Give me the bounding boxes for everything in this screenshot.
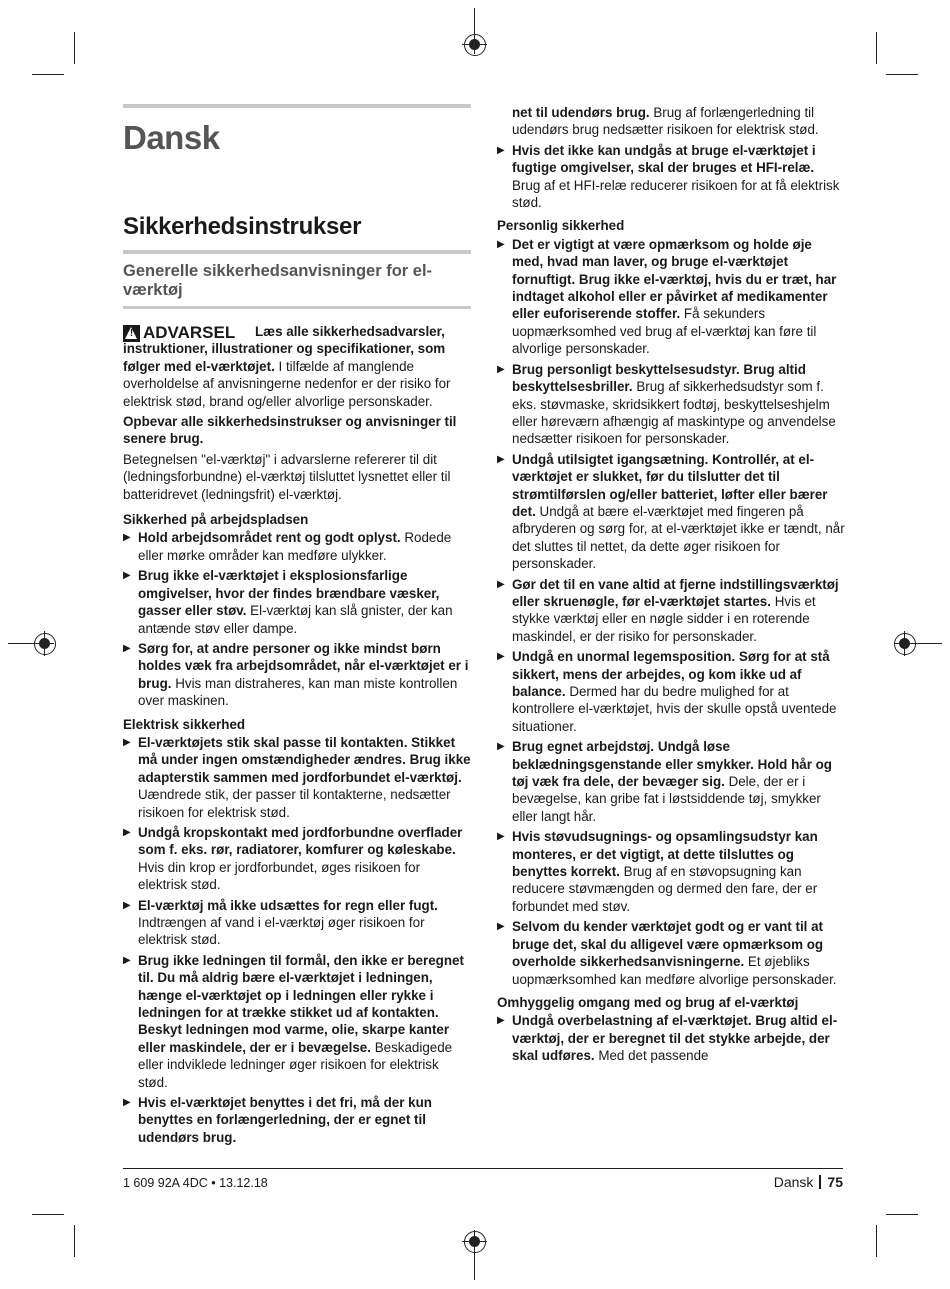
registration-mark-bottom-icon (464, 1231, 486, 1253)
warning-label-text: ADVARSEL (143, 323, 236, 342)
list-item (123, 529, 471, 564)
electrical-heading: Elektrisk sikkerhed (123, 716, 246, 732)
footer-separator (819, 1175, 821, 1189)
crop-mark-bottom-left-v (74, 1225, 75, 1257)
list-item-text: Dele, der er i bevægelse, kan gribe fat i løstsiddende tøj, smykker eller langt hår. (512, 774, 821, 824)
left-column (123, 104, 471, 1145)
section-title: Sikkerhedsinstrukser (123, 213, 362, 240)
list-item (497, 361, 845, 448)
list-item (497, 918, 845, 988)
list-item-bold: Selvom du kender værktøjet godt og er vant til at bruge det, skal du alligevel være opmærksom og overholde sikkerhedsanvisningerne. (512, 919, 824, 970)
subsection-rule (123, 306, 471, 309)
crop-mark-top-left-v (74, 32, 75, 64)
definition-text: Betegnelsen "el-værktøj" i advarslerne refererer til dit (ledningsforbundne) el-værktøj tilsluttet lysnettet eller til batteridrevet (ledningsfrit) el-værktøj. (123, 451, 451, 502)
list-item-bold: Undgå utilsigtet igangsætning. Kontrollér, at el-værktøjet er slukket, før du tilslutter det til strømtilførslen og/eller batteriet, løfter eller bærer det. (512, 451, 828, 519)
list-item-text: Undgå at bære el-værktøjet med fingeren på afbryderen og sørg for, at el-værktøjet ikke er tændt, når det sluttes til nettet, da dette øger risikoen for personskader. (512, 503, 845, 572)
list-item-bold: Gør det til en vane altid at fjerne indstillingsværktøj eller skruenøgle, før el-værktøjet startes. (512, 576, 839, 609)
list-item-bold: Brug egnet arbejdstøj. Undgå løse beklædningsgenstande eller smykker. Hold hår og tøj væk fra dele, der bevæger sig. (512, 739, 832, 790)
list-item-text: Brug af forlængerledning til udendørs brug nedsætter risikoen for elektrisk stød. (512, 105, 819, 138)
electrical-list-continued (497, 104, 845, 139)
continuation-bold: net til udendørs brug. (512, 105, 650, 120)
list-item-bold: Det er vigtigt at være opmærksom og holde øje med, hvad man laver, og bruge el-værktøjet fornuftigt. Brug ikke el-værktøj, hvis du er træt, har indtaget alkohol eller er påvirket af medikamenter eller euforiserende stoffer. (512, 236, 837, 322)
section-rule (123, 250, 471, 254)
registration-mark-left-icon (34, 633, 56, 655)
list-item-bold: El-værktøj må ikke udsættes for regn eller fugt. (138, 897, 438, 913)
warning-triangle-icon (123, 325, 140, 342)
list-item (497, 236, 845, 358)
electrical-list-2 (497, 142, 845, 212)
list-item (497, 451, 845, 573)
list-item-text: Uændrede stik, der passer til kontakterne, nedsætter risikoen for elektrisk stød. (138, 787, 451, 820)
list-item-bold: Brug ikke el-værktøjet i eksplosionsfarlige omgivelser, hvor der findes brændbare væsker, gasser eller støv. (138, 568, 440, 619)
list-item-bold: Hold arbejdsområdet rent og godt oplyst. (138, 530, 401, 546)
list-item (497, 828, 845, 915)
careful-use-list (497, 1012, 845, 1064)
personal-list (497, 236, 845, 988)
crop-mark-bottom-right-h (886, 1214, 918, 1215)
registration-mark-right-icon (894, 633, 916, 655)
list-item (497, 648, 845, 735)
list-item-bold: Undgå overbelastning af el-værktøjet. Brug altid el-værktøj, der er beregnet til det stykke arbejde, der skal udføres. (512, 1013, 838, 1064)
list-item-text: Et øjebliks uopmærksomhed kan medføre alvorlige personskader. (512, 954, 837, 987)
list-item (123, 640, 471, 710)
list-item-text: Dermed har du bedre mulighed for at kontrollere el-værktøjet, hvis der skulle opstå uventede situationer. (512, 684, 837, 734)
warning-text-bold: Læs alle sikkerhedsadvarsler, instruktioner, illustrationer og specifikationer, som følger med el-værktøjet. (123, 324, 446, 374)
electrical-list (123, 734, 471, 1145)
list-item-text: Hvis et stykke værktøj eller en nøgle sidder i en roterende maskindel, er der risiko for personskader. (512, 593, 816, 644)
careful-use-heading: Omhyggelig omgang med og brug af el-værktøj (497, 994, 799, 1010)
list-item-text: Hvis man distraheres, kan man miste kontrollen over maskinen. (138, 675, 458, 709)
list-item-text: Indtrængen af vand i el-værktøj øger risikoen for elektrisk stød. (138, 915, 425, 948)
warning-text-normal: I tilfælde af manglende overholdelse af anvisningerne nedenfor er der risiko for elektrisk stød, brand og/eller alvorlige personskader. (123, 358, 451, 409)
page-number: 75 (827, 1174, 843, 1190)
crop-mark-bottom-left-h (32, 1214, 64, 1215)
list-item-text: Brug af sikkerhedsudstyr som f. eks. støvmaske, skridsikkert fodtøj, beskyttelseshjelm eller høreværn afhængig af maskintype og anvendelse nedsætter risikoen for personskader. (512, 379, 836, 447)
list-item (497, 576, 845, 646)
footer-page-info (774, 1174, 843, 1190)
list-item-text: Få sekunders uopmærksomhed ved brug af el-værktøj kan føre til alvorlige personskader. (512, 306, 817, 357)
list-item-text: Med det passende (594, 1048, 709, 1064)
list-item-bold: Sørg for, at andre personer og ikke mindst børn holdes væk fra arbejdsområdet, når el-værktøjet er i brug. (138, 640, 469, 691)
crop-mark-top-right-h (886, 74, 918, 75)
list-item (123, 824, 471, 894)
list-item (123, 567, 471, 637)
personal-heading: Personlig sikkerhed (497, 218, 625, 234)
list-item (123, 734, 471, 821)
keep-instructions: Opbevar alle sikkerhedsinstrukser og anvisninger til senere brug. (123, 414, 457, 447)
crop-mark-top-left-h (32, 74, 64, 75)
list-item-text: Hvis din krop er jordforbundet, øges risikoen for elektrisk stød. (138, 859, 421, 893)
list-item-bold: Undgå kropskontakt med jordforbundne overflader som f. eks. rør, radiatorer, komfurer og køleskabe. (138, 824, 463, 858)
footer-language: Dansk (773, 1174, 814, 1190)
list-item-text: El-værktøj kan slå gnister, der kan antænde støv eller dampe. (138, 603, 453, 636)
list-item-bold: Brug personligt beskyttelsesudstyr. Brug altid beskyttelsesbriller. (512, 361, 806, 395)
title-rule (123, 104, 471, 108)
list-item-text: Brug af et HFI-relæ reducerer risikoen for at få elektrisk stød. (512, 177, 840, 211)
workplace-heading: Sikkerhed på arbejdspladsen (123, 512, 309, 528)
list-item-bold: Hvis det ikke kan undgås at bruge el-værktøjet i fugtige omgivelser, skal der bruges et HFI-relæ. (512, 142, 816, 176)
list-item-text: Brug af en støvopsugning kan reducere støvmængden og dermed den fare, der er forbundet med støv. (512, 864, 818, 914)
list-item (497, 142, 845, 212)
list-item (123, 897, 471, 949)
list-item-bold: Hvis støvudsugnings- og opsamlingsudstyr kan monteres, er det vigtigt, at dette tilsluttes og benyttes korrekt. (512, 829, 818, 880)
list-item (123, 952, 471, 1091)
list-item-continuation (497, 104, 845, 139)
workplace-list (123, 529, 471, 709)
page-footer (123, 1174, 843, 1194)
page-title: Dansk (123, 119, 220, 156)
list-item-text: Beskadigede eller indviklede ledninger øger risikoen for elektrisk stød. (138, 1039, 453, 1090)
list-item-bold: Hvis el-værktøjet benyttes i det fri, må der kun benyttes en forlængerledning, der er egnet til udendørs brug. (138, 1095, 432, 1145)
list-item (497, 738, 845, 825)
right-column (497, 104, 845, 1068)
list-item-bold: Brug ikke ledningen til formål, den ikke er beregnet til. Du må aldrig bære el-værktøjet i ledningen, hænge el-værktøjet op i ledningen eller rykke i ledningen for at trække stikket ud af kontakten. Beskyt ledningen mod varme, olie, skarpe kanter eller maskindele, der er i bevægelse. (138, 952, 464, 1055)
crop-mark-top-right-v (876, 32, 877, 64)
list-item-text: Rodede eller mørke områder kan medføre ulykker. (138, 530, 452, 563)
list-item-continued (123, 1094, 471, 1145)
list-item (497, 1012, 845, 1064)
list-item-bold: El-værktøjets stik skal passe til kontakten. Stikket må under ingen omstændigheder ændres. Brug ikke adapterstik sammen med jordforbundet el-værktøj. (138, 734, 471, 785)
list-item-bold: Undgå en unormal legemsposition. Sørg for at stå sikkert, mens der arbejdes, og kom ikke ud af balance. (512, 649, 830, 699)
registration-mark-top-icon (464, 34, 486, 56)
footer-rule (123, 1168, 843, 1169)
document-code: 1 609 92A 4DC • 13.12.18 (123, 1176, 268, 1190)
crop-mark-bottom-right-v (876, 1225, 877, 1257)
subsection-title: Generelle sikkerhedsanvisninger for el-værktøj (123, 262, 433, 299)
